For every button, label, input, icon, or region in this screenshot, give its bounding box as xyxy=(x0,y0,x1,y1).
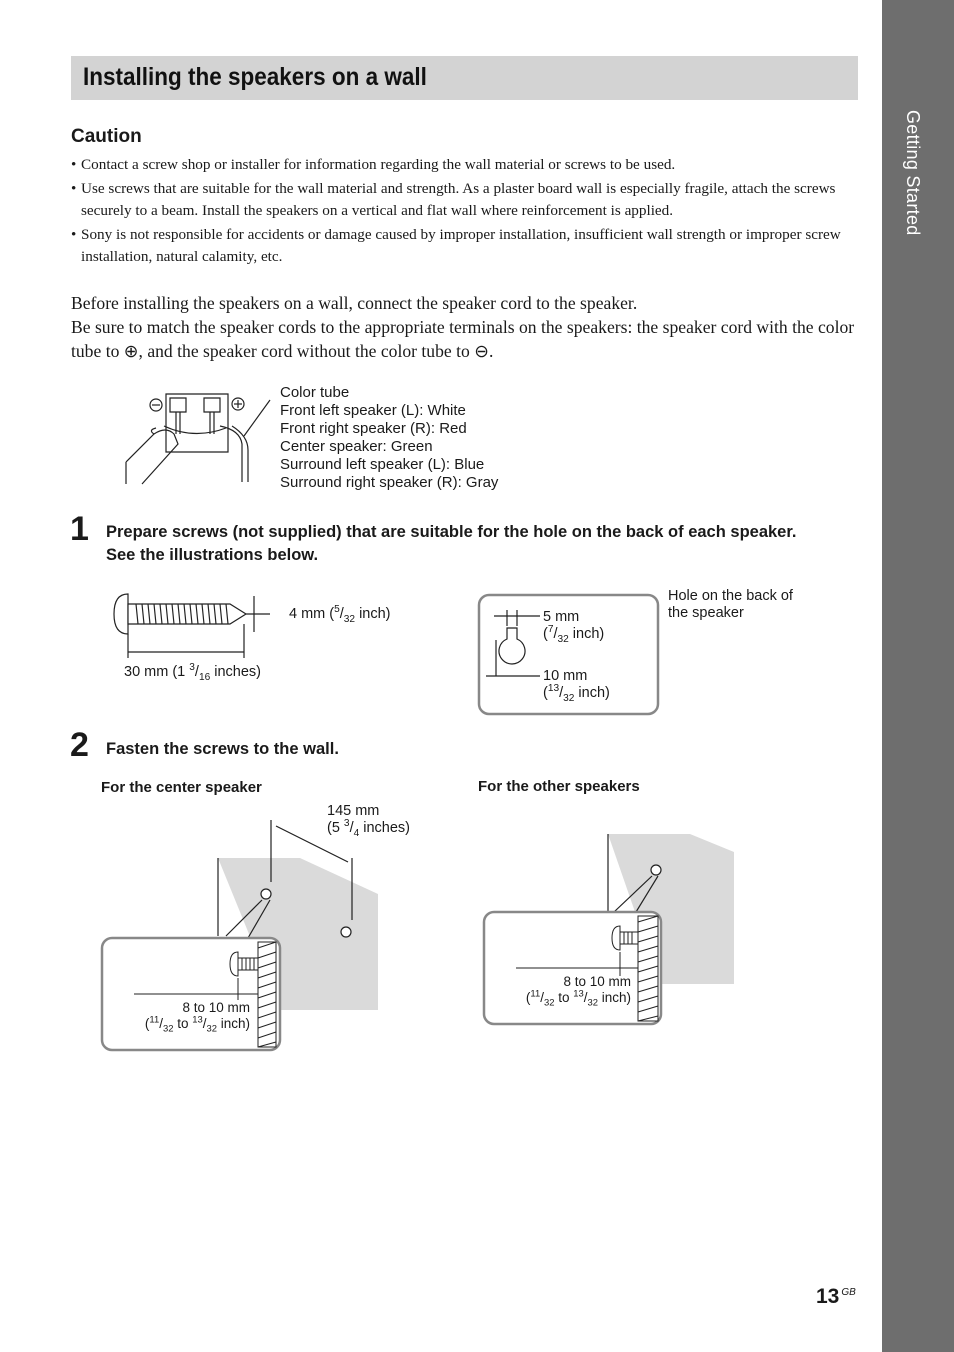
section-title-bar xyxy=(71,56,858,100)
center-depth-den2: 32 xyxy=(206,1023,217,1035)
screw-illustration xyxy=(110,590,270,660)
caution-list xyxy=(71,154,861,270)
spacing-den: 4 xyxy=(353,827,360,839)
side-tab-label: Getting Started xyxy=(903,110,923,236)
center-depth-num2: 13 xyxy=(192,1014,203,1026)
step-1-number: 1 xyxy=(70,510,89,548)
hole-width-main: 5 mm xyxy=(543,609,580,625)
hole-width-num: 7 xyxy=(547,624,554,636)
hole-caption-line-1: Hole on the back of xyxy=(668,588,793,604)
hole-width-den: 32 xyxy=(557,633,569,645)
other-depth-den1: 32 xyxy=(543,997,555,1009)
hole-width-close: inch) xyxy=(568,626,605,642)
color-tube-item: Center speaker: Green xyxy=(280,438,433,455)
screw-head-num: 5 xyxy=(334,604,340,616)
spacing-num: 3 xyxy=(343,818,350,830)
hole-width-label: 5 mm ($^7/_{32}$ inch) xyxy=(543,609,605,645)
page-number-value: 13 xyxy=(816,1285,840,1308)
hole-height-open: ( xyxy=(543,685,548,701)
center-depth-close: inch) xyxy=(216,1016,250,1031)
spacing-prefix: (5 xyxy=(327,820,344,836)
screw-length-num: 3 xyxy=(189,662,195,674)
caution-item: • Contact a screw shop or installer for information regarding the wall material or screws to be used. xyxy=(71,154,861,177)
spacing-main: 145 mm xyxy=(327,803,380,819)
center-depth-open: ( xyxy=(144,1016,150,1031)
screw-icon xyxy=(651,865,661,875)
other-depth-num1: 11 xyxy=(530,988,541,1000)
page-number-suffix: GB xyxy=(841,1287,856,1298)
color-tube-legend xyxy=(280,384,498,492)
screw-right-icon xyxy=(341,927,351,937)
center-depth-main: 8 to 10 mm xyxy=(182,1000,250,1015)
color-tube-item: Front left speaker (L): White xyxy=(280,402,466,419)
hole-caption-line-2: the speaker xyxy=(668,605,744,621)
center-depth-label: 8 to 10 mm ($^{11}/_{32}$ to $^{13}/_{32}$ inch) xyxy=(130,1000,250,1032)
screw-left-icon xyxy=(261,889,271,899)
color-tube-title: Color tube xyxy=(280,384,350,401)
other-depth-close: inch) xyxy=(597,990,631,1005)
intro-paragraph xyxy=(71,291,861,363)
screw-head-suffix: inch) xyxy=(355,606,391,622)
page-title: Installing the speakers on a wall xyxy=(83,63,427,91)
step-2-text: Fasten the screws to the wall. xyxy=(106,740,339,758)
hole-caption xyxy=(668,588,793,622)
caution-item: • Sony is not responsible for accidents or damage caused by improper installation, insufficient wall strength or improper screw installation, natural calamity, etc. xyxy=(71,224,861,269)
screw-head-den: 32 xyxy=(343,613,356,625)
hole-height-close: inch) xyxy=(574,685,610,701)
color-tube-item: Front right speaker (R): Red xyxy=(280,420,467,437)
minus-symbol: ⊖ xyxy=(474,341,489,361)
step-1-text xyxy=(106,521,796,567)
side-tab xyxy=(882,0,954,1352)
color-tube-item: Surround right speaker (R): Gray xyxy=(280,474,499,491)
page-number xyxy=(816,1285,856,1309)
spacing-suffix: inches) xyxy=(359,820,411,836)
center-speaker-heading: For the center speaker xyxy=(101,779,262,796)
intro-line-2b: , and the speaker cord without the color tube to xyxy=(138,341,475,361)
center-depth-den1: 32 xyxy=(162,1023,174,1035)
center-depth-num1: 11 xyxy=(149,1014,160,1026)
other-depth-open: ( xyxy=(525,990,531,1005)
screw-head-prefix: 4 mm ( xyxy=(289,606,335,622)
color-tube-item: Surround left speaker (L): Blue xyxy=(280,456,485,473)
intro-line-2c: . xyxy=(488,341,494,361)
screw-length-suffix: inches) xyxy=(210,664,261,680)
step-1-line-1: Prepare screws (not supplied) that are suitable for the hole on the back of each speaker. xyxy=(106,523,797,541)
center-depth-to: to xyxy=(173,1016,193,1031)
caution-item: • Use screws that are suitable for the wall material and strength. As a plaster board wall is especially fragile, attach the screws securely to a beam. Install the speakers on a vertical and flat wall where reinforcement is applied. xyxy=(71,178,861,223)
other-speakers-heading: For the other speakers xyxy=(478,778,640,795)
intro-line-1: Before installing the speakers on a wall, connect the speaker cord to the speaker. xyxy=(71,293,638,313)
intro-line-2a: Be sure to match the speaker cords to the appropriate terminals on the speakers: the speaker cord with the color tube to xyxy=(71,317,855,361)
hole-height-den: 32 xyxy=(563,692,575,704)
screw-length-label: 30 mm (1 $^3/_{16}$ inches) xyxy=(124,662,261,683)
step-1-line-2: See the illustrations below. xyxy=(106,546,319,564)
other-depth-label: 8 to 10 mm ($^{11}/_{32}$ to $^{13}/_{32}$ inch) xyxy=(510,974,631,1006)
screw-length-prefix: 30 mm (1 xyxy=(124,664,190,680)
spacing-label: 145 mm (5 $^3/_4$ inches) xyxy=(327,803,411,839)
caution-heading: Caution xyxy=(71,126,142,147)
hole-height-num: 13 xyxy=(547,683,560,695)
step-2-number: 2 xyxy=(70,726,89,764)
hole-height-main: 10 mm xyxy=(543,668,588,684)
screw-length-den: 16 xyxy=(198,671,211,683)
other-depth-main: 8 to 10 mm xyxy=(563,974,631,989)
terminal-illustration xyxy=(124,390,274,486)
hole-height-label: 10 mm ($^{13}/_{32}$ inch) xyxy=(543,668,610,704)
other-depth-num2: 13 xyxy=(573,988,584,1000)
other-depth-den2: 32 xyxy=(587,997,598,1009)
other-depth-to: to xyxy=(554,990,574,1005)
screw-head-label: 4 mm ($^5/_{32}$ inch) xyxy=(289,604,391,625)
hole-width-open: ( xyxy=(543,626,548,642)
plus-symbol: ⊕ xyxy=(123,341,139,361)
